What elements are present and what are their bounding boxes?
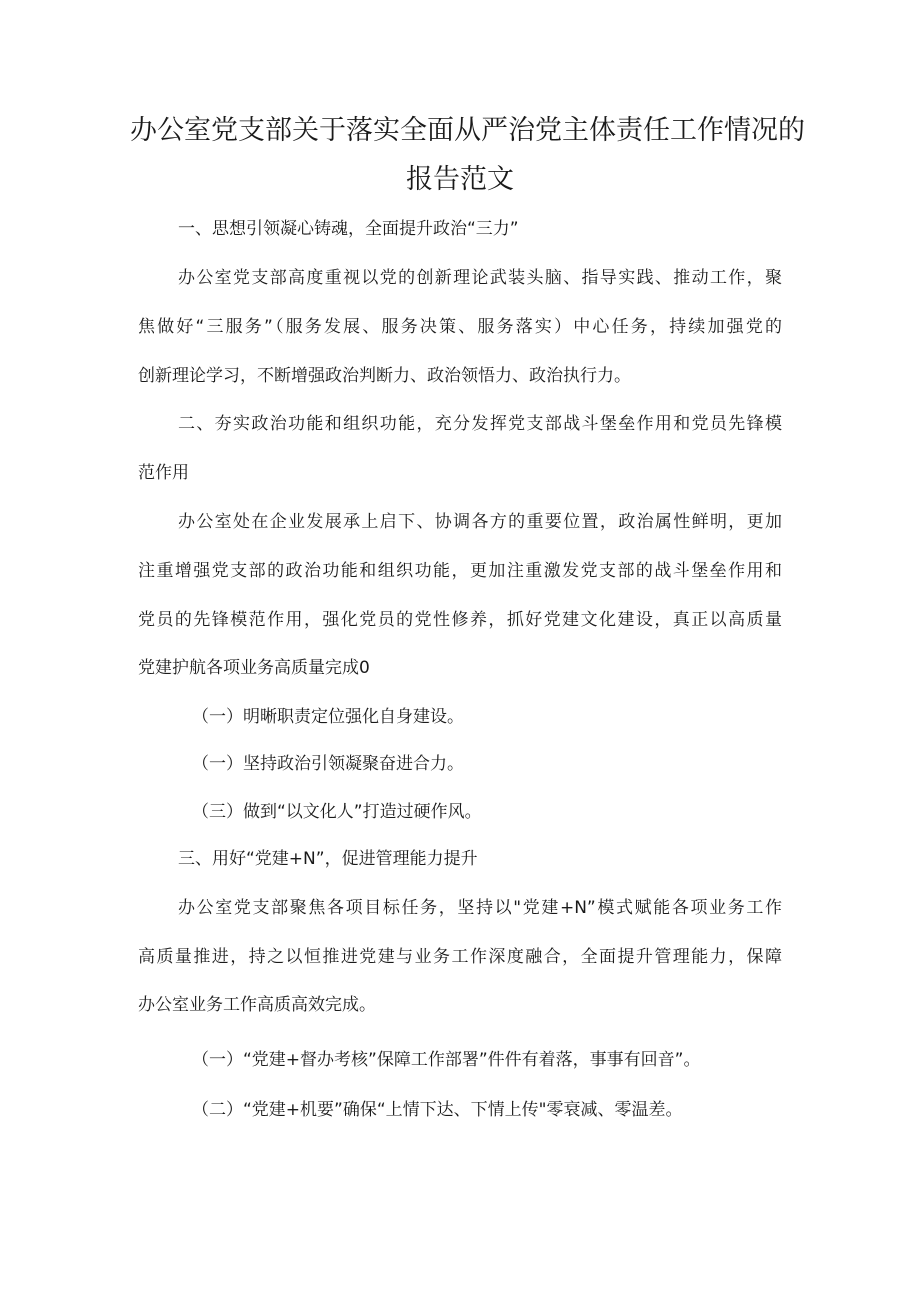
section-2-list-item: （一）明晰职责定位强化自身建设。 [192,707,464,727]
section-2-heading-line: 范作用 [138,463,189,483]
section-1-heading: 一、思想引领凝心铸魂，全面提升政治“三力” [178,219,519,239]
section-2-list-item: （三）做到“以文化人”打造过硬作风。 [192,802,482,822]
section-3-list-item: （一）“党建+督办考核”保障工作部署”件件有着落，事事有回音”。 [192,1050,701,1070]
document-title-line-2: 报告范文 [406,164,514,195]
section-1-paragraph-line: 办公室党支部高度重视以党的创新理论武装头脑、指导实践、推动工作，聚 [178,268,782,288]
document-title-line-1: 办公室党支部关于落实全面从严治党主体责任工作情况的 [130,115,805,146]
section-3-heading: 三、用好“党建+N”，促进管理能力提升 [178,849,478,869]
section-2-paragraph-line: 办公室处在企业发展承上启下、协调各方的重要位置，政治属性鲜明，更加 [178,512,782,532]
section-2-paragraph-line: 党建护航各项业务高质量完成0 [138,658,370,678]
section-3-list-item: （二）“党建+机要”确保“上情下达、下情上传"零衰减、零温差。 [192,1100,683,1120]
section-3-paragraph-line: 办公室业务工作高质高效完成。 [138,995,376,1015]
section-2-heading-line: 二、夯实政治功能和组织功能，充分发挥党支部战斗堡垒作用和党员先锋模 [178,414,782,434]
section-1-paragraph-line: 焦做好“三服务”（服务发展、服务决策、服务落实）中心任务，持续加强党的 [138,317,782,337]
section-2-paragraph-line: 注重增强党支部的政治功能和组织功能，更加注重激发党支部的战斗堡垒作用和 [138,561,782,581]
section-3-paragraph-line: 办公室党支部聚焦各项目标任务，坚持以"党建+N”模式赋能各项业务工作 [178,898,782,918]
section-2-paragraph-line: 党员的先锋模范作用，强化党员的党性修养，抓好党建文化建设，真正以高质量 [138,610,782,630]
section-1-paragraph-line: 创新理论学习，不断增强政治判断力、政治领悟力、政治执行力。 [138,366,631,386]
section-3-paragraph-line: 高质量推进，持之以恒推进党建与业务工作深度融合，全面提升管理能力，保障 [138,947,782,967]
section-2-list-item: （一）坚持政治引领凝聚奋进合力。 [192,754,464,774]
